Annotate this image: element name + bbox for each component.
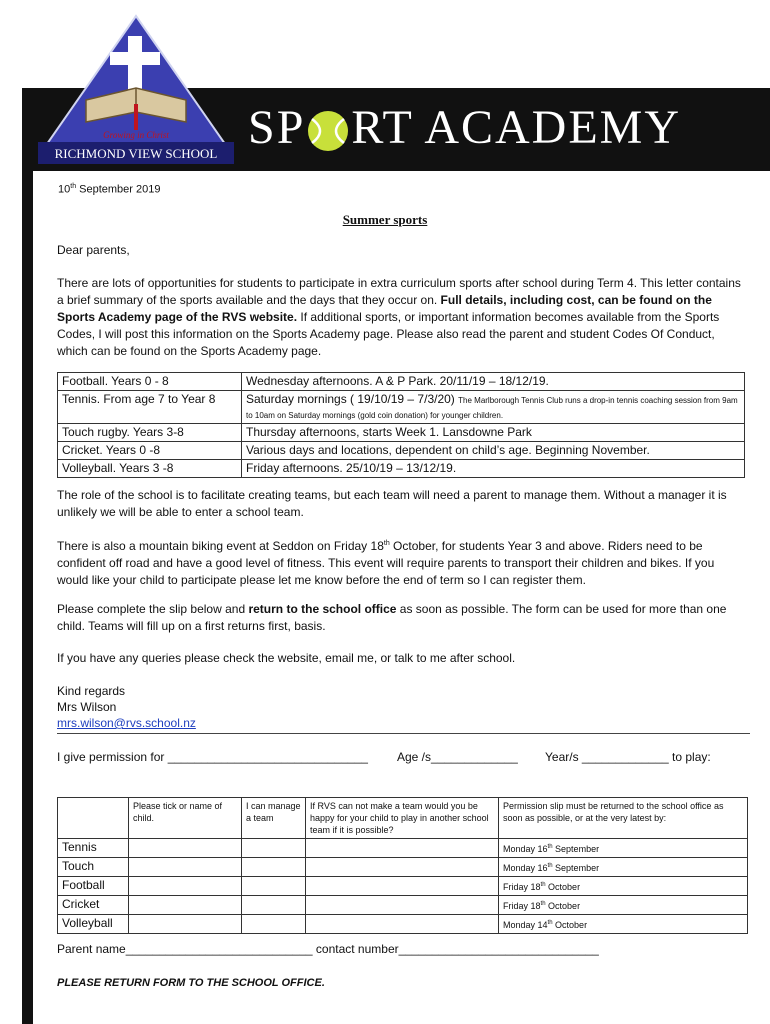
other-school-cell[interactable] xyxy=(306,839,499,858)
slip-sport: Tennis xyxy=(58,839,129,858)
slip-row xyxy=(58,877,748,896)
sport-note: The Marlborough Tennis Club runs a drop-in tennis coaching session from 9am to 10am on Saturday mornings (gold coin donation) for younger children. xyxy=(246,396,738,420)
manage-team-cell[interactable] xyxy=(242,877,306,896)
head-return-by: Permission slip must be returned to the school office as soon as possible, or at the very latest by: xyxy=(499,798,748,839)
signer-name: Mrs Wilson xyxy=(57,700,117,714)
sport-details: Friday afternoons. 25/10/19 – 13/12/19. xyxy=(242,460,745,478)
permission-for-field[interactable]: I give permission for ______________________________ xyxy=(57,750,368,764)
school-motto: Growing in Christ xyxy=(103,130,169,140)
child-name-cell[interactable] xyxy=(129,915,242,934)
sport-details: Various days and locations, dependent on child’s age. Beginning November. xyxy=(242,442,745,460)
year-field[interactable]: Year/s _____________ to play: xyxy=(545,750,711,764)
queries-paragraph: If you have any queries please check the website, email me, or talk to me after school. xyxy=(57,651,516,665)
sport-details: Thursday afternoons, starts Week 1. Lansdowne Park xyxy=(242,424,745,442)
slip-sport: Touch xyxy=(58,858,129,877)
other-school-cell[interactable] xyxy=(306,877,499,896)
sport-name: Football. Years 0 - 8 xyxy=(58,373,242,391)
return-deadline: Friday 18th October xyxy=(499,896,748,915)
head-other-school: If RVS can not make a team would you be happy for your child to play in another school team if it is possible? xyxy=(306,798,499,839)
return-deadline: Monday 16th September xyxy=(499,858,748,877)
sports-row xyxy=(58,442,745,460)
return-deadline: Friday 18th October xyxy=(499,877,748,896)
sports-row xyxy=(58,424,745,442)
sport-name: Touch rugby. Years 3-8 xyxy=(58,424,242,442)
sports-schedule-table xyxy=(57,372,745,478)
child-name-cell[interactable] xyxy=(129,858,242,877)
parent-contact-line[interactable]: Parent name____________________________ contact number______________________________ xyxy=(57,942,599,956)
head-manage: I can manage a team xyxy=(242,798,306,839)
manage-team-cell[interactable] xyxy=(242,896,306,915)
sport-academy-title: SP RT ACADEMY xyxy=(248,100,681,154)
left-border-bar xyxy=(22,88,33,1024)
other-school-cell[interactable] xyxy=(306,915,499,934)
email-link[interactable]: mrs.wilson@rvs.school.nz xyxy=(57,716,196,730)
slip-row xyxy=(58,858,748,877)
school-name: RICHMOND VIEW SCHOOL xyxy=(54,146,218,161)
permission-slip-table xyxy=(57,797,748,934)
slip-sport: Football xyxy=(58,877,129,896)
return-deadline: Monday 16th September xyxy=(499,839,748,858)
intro-paragraph: There are lots of opportunities for students to participate in extra curriculum sports after school during Term 4. This letter contains a brief summary of the sports available and the days that they occur on. Full details, including cost, can be found on the Sports Academy page of the RVS website. If additional sports, or important information becomes available from the Sports Codes, I will post this information on the Sports Academy page. Please also read the parent and student Codes Of Conduct, which can be found on the Sports Academy page. xyxy=(57,276,741,358)
divider xyxy=(57,733,750,734)
slip-sport: Cricket xyxy=(58,896,129,915)
other-school-cell[interactable] xyxy=(306,858,499,877)
tennis-ball-icon xyxy=(306,109,350,153)
child-name-cell[interactable] xyxy=(129,896,242,915)
sports-row xyxy=(58,391,745,424)
return-form-note: PLEASE RETURN FORM TO THE SCHOOL OFFICE. xyxy=(57,977,325,989)
role-paragraph: The role of the school is to facilitate creating teams, but each team will need a parent to manage them. Without a manager it is unlikely we will be able to enter a school team. xyxy=(57,488,727,519)
child-name-cell[interactable] xyxy=(129,877,242,896)
sports-row xyxy=(58,373,745,391)
biking-paragraph: There is also a mountain biking event at Seddon on Friday 18th October, for students Year 3 and above. Riders need to be confident off road and have a good level of fitness. This event will require parents to transport their children and bikes. If you would like your child to participate please let me know before the end of term so I can register them. xyxy=(57,539,715,587)
greeting: Dear parents, xyxy=(57,243,130,257)
slip-row xyxy=(58,896,748,915)
age-field[interactable]: Age /s_____________ xyxy=(397,750,518,764)
letter-date: 10th September 2019 xyxy=(58,183,161,196)
signoff: Kind regards xyxy=(57,684,126,698)
head-tick: Please tick or name of child. xyxy=(129,798,242,839)
manage-team-cell[interactable] xyxy=(242,915,306,934)
slip-sport: Volleyball xyxy=(58,915,129,934)
return-deadline: Monday 14th October xyxy=(499,915,748,934)
child-name-cell[interactable] xyxy=(129,839,242,858)
sport-name: Tennis. From age 7 to Year 8 xyxy=(58,391,242,424)
manage-team-cell[interactable] xyxy=(242,858,306,877)
sport-name: Volleyball. Years 3 -8 xyxy=(58,460,242,478)
sport-details: Wednesday afternoons. A & P Park. 20/11/19 – 18/12/19. xyxy=(242,373,745,391)
manage-team-cell[interactable] xyxy=(242,839,306,858)
letter-title: Summer sports xyxy=(342,212,428,227)
slip-row xyxy=(58,915,748,934)
slip-row xyxy=(58,839,748,858)
other-school-cell[interactable] xyxy=(306,896,499,915)
sport-name: Cricket. Years 0 -8 xyxy=(58,442,242,460)
sport-details: Saturday mornings ( 19/10/19 – 7/3/20) The Marlborough Tennis Club runs a drop-in tennis coaching session from 9am to 10am on Saturday mornings (gold coin donation) for younger children. xyxy=(242,391,745,424)
school-logo xyxy=(38,14,234,164)
sports-row xyxy=(58,460,745,478)
complete-slip-paragraph: Please complete the slip below and return to the school office as soon as possible. The form can be used for more than one child. Teams will fill up on a first returns first, basis. xyxy=(57,602,727,633)
